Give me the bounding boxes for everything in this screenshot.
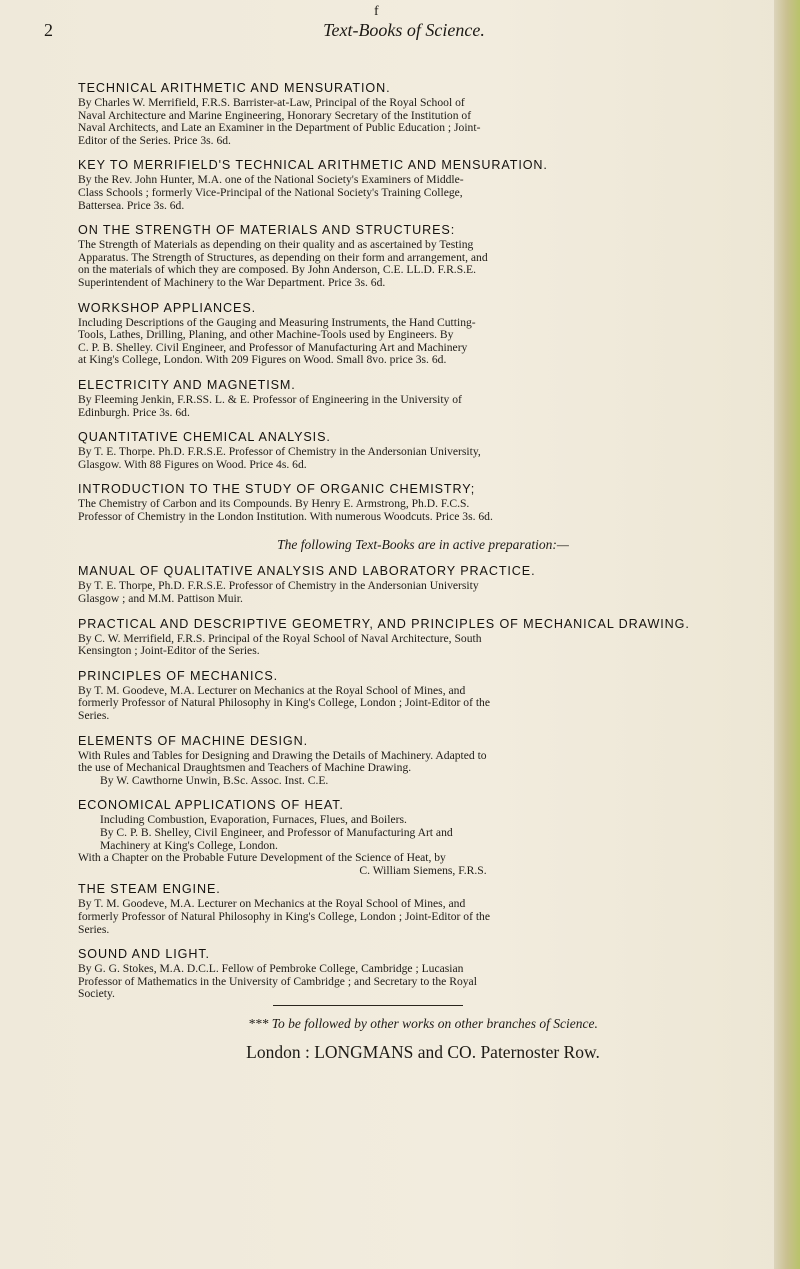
entry-title: SOUND AND LIGHT. xyxy=(78,947,210,962)
entry-title: MANUAL OF QUALITATIVE ANALYSIS AND LABORATORY PRACTICE. xyxy=(78,564,536,579)
followed-note: *** To be followed by other works on other branches of Science. xyxy=(248,1015,598,1031)
entry-line: Class Schools ; formerly Vice-Principal of the National Society's Training College, xyxy=(78,185,463,199)
catalogue-entry xyxy=(78,157,768,212)
entry-line: Professor of Chemistry in the London Institution. With numerous Woodcuts. Price 3s. 6d. xyxy=(78,509,493,523)
entry-line: Battersea. Price 3s. 6d. xyxy=(78,198,185,212)
entry-line: Professor of Mathematics in the University of Cambridge ; and Secretary to the Royal xyxy=(78,974,477,988)
entry-line: at King's College, London. With 209 Figures on Wood. Small 8vo. price 3s. 6d. xyxy=(78,353,447,367)
entry-line: With Rules and Tables for Designing and Drawing the Details of Machinery. Adapted to xyxy=(78,748,487,762)
preparation-note: The following Text-Books are in active preparation:— xyxy=(277,537,569,553)
entry-line: Series. xyxy=(78,922,110,936)
entry-line: By T. M. Goodeve, M.A. Lecturer on Mechanics at the Royal School of Mines, and xyxy=(78,897,466,911)
entry-line: By Fleeming Jenkin, F.R.SS. L. & E. Professor of Engineering in the University of xyxy=(78,392,462,406)
entry-title: PRINCIPLES OF MECHANICS. xyxy=(78,668,279,683)
entry-line: By G. G. Stokes, M.A. D.C.L. Fellow of Pembroke College, Cambridge ; Lucasian xyxy=(78,962,464,976)
entry-line: Apparatus. The Strength of Structures, as depending on their form and arrangement, and xyxy=(78,250,488,264)
entry-line: Tools, Lathes, Drilling, Planing, and other Machine-Tools used by Engineers. By xyxy=(78,328,454,342)
entry-line: Editor of the Series. Price 3s. 6d. xyxy=(78,133,231,147)
running-title: Text-Books of Science. xyxy=(323,20,485,40)
catalogue-entry xyxy=(78,429,768,471)
entry-line: By Charles W. Merrifield, F.R.S. Barrister-at-Law, Principal of the Royal School of xyxy=(78,96,465,109)
catalogue-entry xyxy=(78,616,768,658)
entry-line: The Chemistry of Carbon and its Compounds. By Henry E. Armstrong, Ph.D. F.C.S. xyxy=(78,497,470,511)
catalogue-entry xyxy=(78,946,768,1001)
catalogue-entry xyxy=(78,481,768,523)
entry-line: Superintendent of Machinery to the War Department. Price 3s. 6d. xyxy=(78,275,386,289)
entry-line: Society. xyxy=(78,987,115,1001)
entry-line: With a Chapter on the Probable Future Development of the Science of Heat, by xyxy=(78,851,446,865)
entry-title: PRACTICAL AND DESCRIPTIVE GEOMETRY, AND PRINCIPLES OF MECHANICAL DRAWING. xyxy=(78,616,690,631)
publisher-imprint: London : LONGMANS and CO. Paternoster Row. xyxy=(246,1041,600,1062)
page-header xyxy=(44,4,764,48)
catalogue-entry xyxy=(78,797,768,877)
entry-line: Glasgow ; and M.M. Pattison Muir. xyxy=(78,592,243,606)
entry-line: By the Rev. John Hunter, M.A. one of the National Society's Examiners of Middle- xyxy=(78,173,464,187)
entry-title: ELECTRICITY AND MAGNETISM. xyxy=(78,377,296,392)
entry-line: The Strength of Materials as depending on their quality and as ascertained by Testing xyxy=(78,238,474,252)
entry-line: Including Descriptions of the Gauging and Measuring Instruments, the Hand Cutting- xyxy=(78,315,476,329)
entry-title: ON THE STRENGTH OF MATERIALS AND STRUCTURES: xyxy=(78,223,456,238)
entry-title: KEY TO MERRIFIELD'S TECHNICAL ARITHMETIC AND MENSURATION. xyxy=(78,158,548,173)
entry-line: formerly Professor of Natural Philosophy in King's College, London ; Joint-Editor of the xyxy=(78,696,491,710)
catalogue-content xyxy=(78,80,768,1063)
entry-line: By T. M. Goodeve, M.A. Lecturer on Mechanics at the Royal School of Mines, and xyxy=(78,683,466,697)
entry-line: on the materials of which they are composed. By John Anderson, C.E. LL.D. F.R.S.E. xyxy=(78,263,477,277)
page-edge xyxy=(774,0,800,1269)
entry-title: ECONOMICAL APPLICATIONS OF HEAT. xyxy=(78,798,344,813)
catalogue-entry xyxy=(78,733,768,788)
entry-line: By T. E. Thorpe, Ph.D. F.R.S.E. Professor of Chemistry in the Andersonian University xyxy=(78,579,479,593)
entry-line: Naval Architects, and Late an Examiner in the Department of Public Education ; Joint- xyxy=(78,121,481,135)
catalogue-entry xyxy=(78,80,768,147)
entry-line: Naval Architecture and Marine Engineering, Honorary Secretary of the Institution of xyxy=(78,108,472,122)
catalogue-entry xyxy=(78,563,768,605)
catalogue-entry xyxy=(78,881,768,936)
catalogue-entry xyxy=(78,377,768,419)
entry-line: the use of Mechanical Draughtsmen and Teachers of Machine Drawing. xyxy=(78,761,412,775)
entry-line: C. P. B. Shelley. Civil Engineer, and Professor of Manufacturing Art and Machinery xyxy=(78,340,468,354)
entry-line: Kensington ; Joint-Editor of the Series. xyxy=(78,644,260,658)
entry-line: By T. E. Thorpe. Ph.D. F.R.S.E. Professor of Chemistry in the Andersonian University, xyxy=(78,445,481,459)
section-rule xyxy=(273,1005,463,1006)
entry-title: THE STEAM ENGINE. xyxy=(78,882,221,897)
entry-title: TECHNICAL ARITHMETIC AND MENSURATION. xyxy=(78,81,391,95)
entry-line: By W. Cawthorne Unwin, B.Sc. Assoc. Inst. C.E. xyxy=(100,773,329,787)
entry-line: Edinburgh. Price 3s. 6d. xyxy=(78,405,190,419)
entry-line: formerly Professor of Natural Philosophy in King's College, London ; Joint-Editor of the xyxy=(78,909,491,923)
entry-line: C. William Siemens, F.R.S. xyxy=(359,863,487,877)
catalogue-entry xyxy=(78,222,768,289)
entry-line: By C. W. Merrifield, F.R.S. Principal of the Royal School of Naval Architecture, South xyxy=(78,631,482,645)
entry-title: WORKSHOP APPLIANCES. xyxy=(78,300,257,315)
entry-line: Glasgow. With 88 Figures on Wood. Price 4s. 6d. xyxy=(78,457,307,471)
entry-title: INTRODUCTION TO THE STUDY OF ORGANIC CHEMISTRY; xyxy=(78,482,476,497)
entry-line: Series. xyxy=(78,709,110,723)
header-mark: f xyxy=(374,4,379,19)
page-number: 2 xyxy=(44,20,53,40)
entry-title: QUANTITATIVE CHEMICAL ANALYSIS. xyxy=(78,430,331,445)
entry-line: Including Combustion, Evaporation, Furnaces, Flues, and Boilers. xyxy=(100,813,407,827)
catalogue-entry xyxy=(78,668,768,723)
entry-line: Machinery at King's College, London. xyxy=(100,838,278,852)
entry-title: ELEMENTS OF MACHINE DESIGN. xyxy=(78,733,309,748)
catalogue-entry xyxy=(78,300,768,367)
entry-line: By C. P. B. Shelley, Civil Engineer, and Professor of Manufacturing Art and xyxy=(100,826,453,839)
